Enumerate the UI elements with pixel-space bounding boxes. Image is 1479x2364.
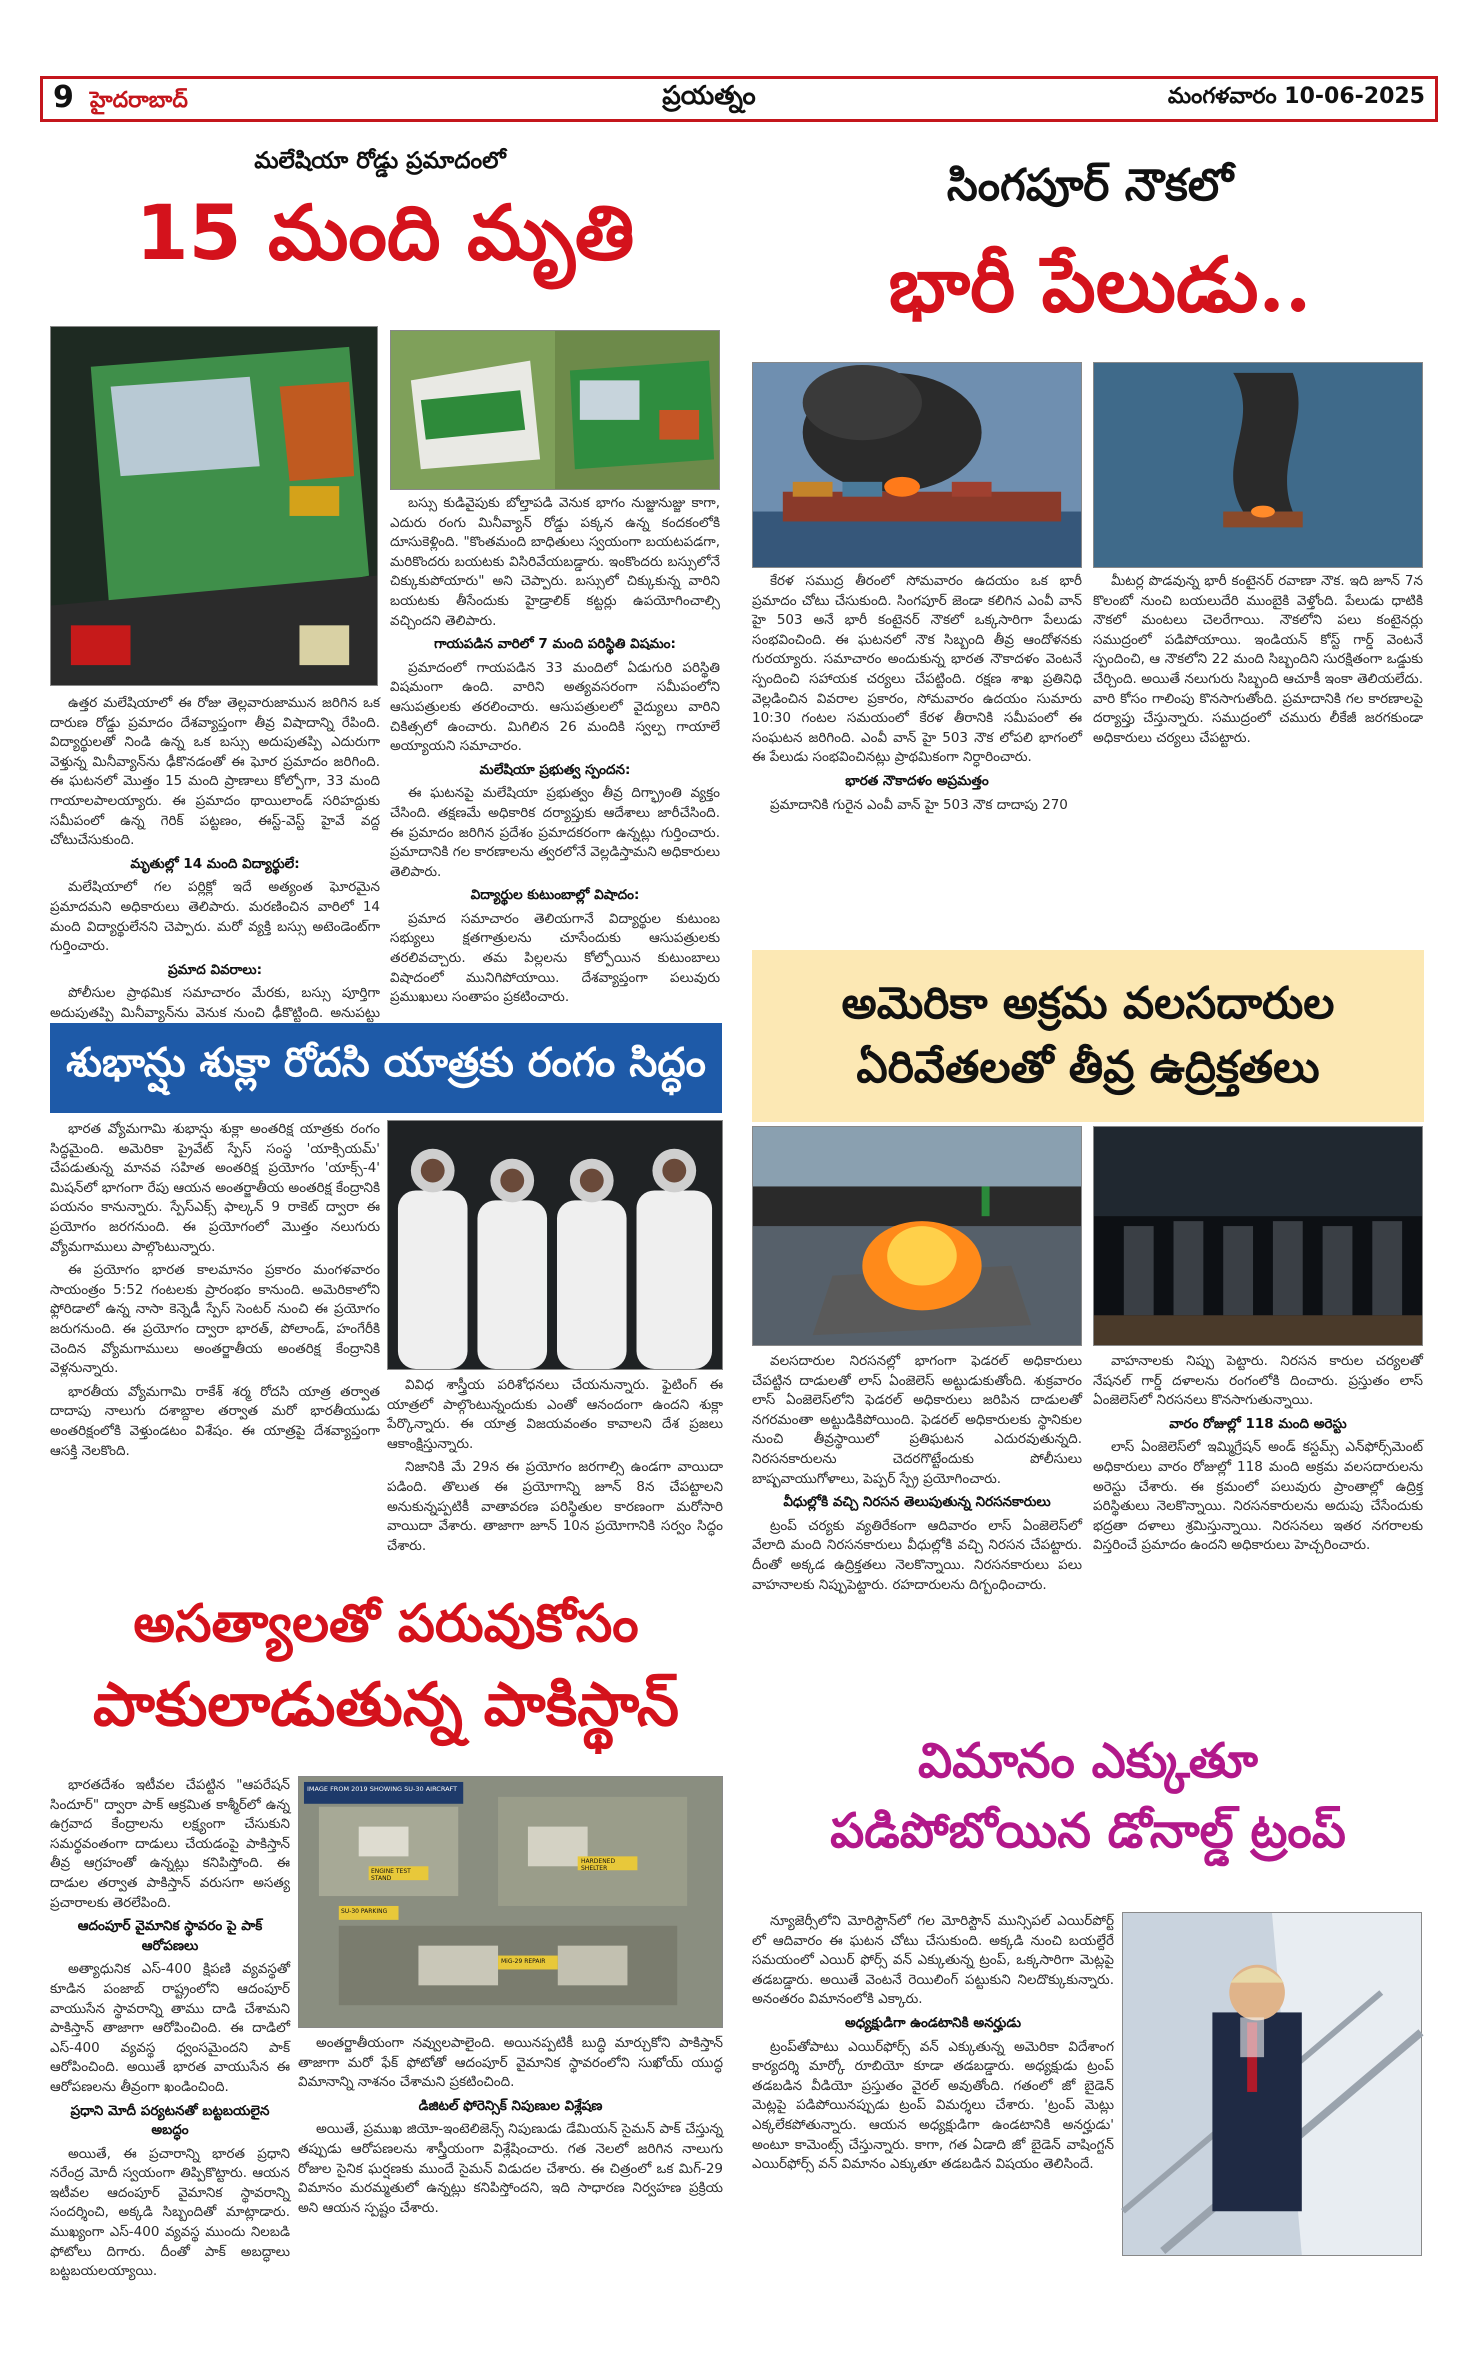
ship-fire-photo-2: [1093, 362, 1423, 568]
malaysia-paragraph: ఈ ఘటనపై మలేషియా ప్రభుత్వం తీవ్ర దిగ్భ్రాంతి వ్యక్తం చేసింది. తక్షణమే అధికారిక దర్యాప్తుకు ఆదేశాలు జారీచేసింది. ఈ ప్రమాదం జరిగిన ప్రదేశం ప్రమాదకరంగా ఉన్నట్లు గుర్తించారు. ప్రమాదానికి గల కారణాలను త్వరలోనే వెల్లడిస్తామని అధికారులు తెలిపారు.: [390, 785, 720, 880]
shubhanshu-paragraph: నిజానికి మే 29న ఈ ప్రయోగం జరగాల్సి ఉండగా వాయిదా పడింది. తొలుత ఈ ప్రయోగాన్ని జూన్ 8న చేపట్టాలని అనుకున్నప్పటికీ వాతావరణ పరిస్థితుల కారణంగా మరోసారి వాయిదా వేశారు. తాజాగా జూన్ 10న ప్రయోగానికి సర్వం సిద్ధం చేశారు.: [387, 1459, 723, 1554]
shubhanshu-paragraph: ఈ ప్రయోగం భారత కాలమానం ప్రకారం మంగళవారం సాయంత్రం 5:52 గంటలకు ప్రారంభం కానుంది. అమెరికాలోని ఫ్లోరిడాలో ఉన్న నాసా కెన్నెడీ స్పేస్ సెంటర్ నుంచి ఈ ప్రయోగం జరుగనుంది. ఈ ప్రయోగం ద్వారా భారత్, పోలాండ్, హంగేరీకి చెందిన వ్యోమగాములు అంతర్జాతీయ అంతరిక్ష కేంద్రానికి వెళ్లనున్నారు.: [50, 1262, 380, 1377]
malaysia-paragraph: ఉత్తర మలేషియాలో ఈ రోజు తెల్లవారుజామున జరిగిన ఒక దారుణ రోడ్డు ప్రమాదం దేశవ్యాప్తంగా తీవ్ర విషాదాన్ని రేపింది. విద్యార్థులతో నిండి ఉన్న ఒక బస్సు అదుపుతప్పి ఎదురుగా వెళ్తున్న మినీవ్యాన్‌ను ఢీకొనడంతో ఈ ఘోర ప్రమాదం జరిగింది. ఈ ఘటనలో మొత్తం 15 మంది ప్రాణాలు కోల్పోగా, 33 మంది గాయాలపాలయ్యారు. ఈ ప్రమాదం థాయిలాండ్ సరిహద్దుకు సమీపంలో ఉన్న గెరిక్ పట్టణం, ఈస్ట్-వెస్ట్ హైవే వద్ద చోటుచేసుకుంది.: [50, 695, 380, 849]
pakistan-paragraph: అత్యాధునిక ఎస్-400 క్షిపణి వ్యవస్థతో కూడిన పంజాబ్ రాష్ట్రంలోని ఆదంపూర్ వాయుసేన స్థావరాన్ని తాము దాడి చేశామని పాకిస్తాన్ తాజాగా ఆరోపించింది. ఈ దాడిలో ఎస్-400 వ్యవస్థ ధ్వంసమైందని పాక్ ఆరోపించింది. అయితే భారత వాయుసేన ఈ ఆరోపణలను తీవ్రంగా ఖండించింది.: [50, 1961, 290, 2095]
trump-headline-line-2: పడిపోబోయిన డోనాల్డ్ ట్రంప్: [830, 1803, 1346, 1859]
malaysia-paragraph: మలేషియాలో గల పర్లిక్లో ఇదే అత్యంత ఘోరమైన ప్రమాదమని అధికారులు తెలిపారు. మరణించిన వారిలో 14 మంది విద్యార్థులేనని చెప్పారు. మరో వ్యక్తి బస్సు అటెండెంట్‌గా గుర్తించారు.: [50, 879, 381, 955]
america-banner-line-2: ఏరివేతలతో తీవ్ర ఉద్రిక్తతలు: [856, 1042, 1320, 1093]
page-header: [40, 76, 1438, 122]
america-banner-line-1: అమెరికా అక్రమ వలసదారుల: [841, 978, 1335, 1029]
malaysia-kicker: మలేషియా రోడ్డు ప్రమాదంలో: [254, 148, 506, 174]
america-banner: [752, 950, 1424, 1122]
astronauts-photo: [387, 1120, 723, 1370]
trump-column-1: [752, 1912, 1114, 2256]
pakistan-subhead: ప్రధాని మోదీ పర్యటనతో బట్టబయలైన అబద్ధం: [70, 2102, 270, 2139]
pakistan-headline-line-2: పాకులాడుతున్న పాకిస్థాన్: [92, 1670, 680, 1740]
america-paragraph: లాస్ ఏంజెలెస్‌లో ఇమ్మిగ్రేషన్ అండ్ కస్టమ్స్ ఎన్‌ఫోర్స్‌మెంట్ అధికారులు వారం రోజుల్లో 118 మంది అక్రమ వలసదారులను అరెస్టు చేశారు. ఈ క్రమంలో పలువురు ప్రాంతాల్లో ఉద్రిక్త పరిస్థితులు నెలకొన్నాయి. నిరసనకారులను అదుపు చేసేందుకు భద్రతా దళాలు శ్రమిస్తున్నాయి. నిరసనలు ఇతర నగరాలకు విస్తరించే ప్రమాదం ఉందని అధికారులు హెచ్చరించారు.: [1093, 1439, 1423, 1554]
header-left: [43, 80, 343, 118]
shubhanshu-paragraph: వివిధ శాస్త్రీయ పరిశోధనలు చేయనున్నారు. ఫైటింగ్ ఈ యాత్రలో పాల్గొంటున్నందుకు ఎంతో ఆనందంగా ఉందని శుక్లా పేర్కొన్నారు. ఈ యాత్ర విజయవంతం కావాలని దేశ ప్రజలు ఆకాంక్షిస్తున్నారు.: [387, 1377, 723, 1452]
map-label: SU-30 PARKING: [341, 1908, 388, 1915]
malaysia-paragraph: ప్రమాద సమాచారం తెలియగానే విద్యార్థుల కుటుంబ సభ్యులు క్షతగాత్రులను చూసేందుకు ఆసుపత్రులకు తరలివచ్చారు. తమ పిల్లలను కోల్పోయిన కుటుంబాలు విషాదంలో మునిగిపోయాయి. దేశవ్యాప్తంగా పలువురు ప్రముఖులు సంతాపం ప్రకటించారు.: [390, 910, 720, 1006]
singapore-paragraph: ప్రమాదానికి గురైన ఎంవీ వాన్ హై 503 నౌక దాదాపు 270: [770, 796, 1068, 813]
map-caption: IMAGE FROM 2019 SHOWING SU-30 AIRCRAFT: [307, 1785, 458, 1793]
malaysia-subhead: గాయపడిన వారిలో 7 మంది పరిస్థితి విషమం:: [434, 636, 676, 653]
america-paragraph: ట్రంప్ చర్యకు వ్యతిరేకంగా ఆదివారం లాస్ ఏంజెలెస్‌లో వేలాది మంది నిరసనకారులు వీధుల్లోకి వచ్చి నిరసన చేపట్టారు. దీంతో అక్కడ ఉద్రిక్తతలు నెలకొన్నాయి. నిరసనకారులు పలు వాహనాలకు నిప్పుపెట్టారు. రహదారులను దిగ్బంధించారు.: [752, 1517, 1082, 1593]
trump-subhead: అధ్యక్షుడిగా ఉండటానికి అనర్హుడు: [844, 2014, 1022, 2031]
shubhanshu-banner: శుభాన్షు శుక్లా రోదసి యాత్రకు రంగం సిద్ధం: [50, 1023, 722, 1113]
map-label: ENGINE TEST STAND: [371, 1868, 411, 1882]
map-label: HARDENED SHELTER: [581, 1858, 616, 1872]
malaysia-paragraph: ప్రమాదంలో గాయపడిన 33 మందిలో ఏడుగురి పరిస్థితి విషమంగా ఉంది. వారిని అత్యవసరంగా సమీపంలోని ఆసుపత్రులకు తరలించారు. ఆసుపత్రులలో వైద్యులు వారిని చికిత్సలో ఉంచారు. మిగిలిన 26 మందికి స్వల్ప గాయాలే అయ్యాయని సమాచారం.: [390, 659, 720, 755]
malaysia-paragraph: బస్సు కుడివైపుకు బోల్తాపడి వెనుక భాగం నుజ్జునుజ్జు కాగా, ఎదురు రంగు మినీవ్యాన్ రోడ్డు పక్కన ఉన్న కందకంలోకి దూసుకెళ్లింది. "కొంతమంది బాధితులు స్వయంగా బయటపడగా, మరికొందరు బయటకు విసిరివేయబడ్డారు. ఇంకొందరు బస్సులోనే చిక్కుకుపోయారు" అని చెప్పారు. బస్సులో చిక్కుకున్న వారిని బయటకు తీసేందుకు హైడ్రాలిక్ కట్టర్లు ఉపయోగించాల్సి వచ్చిందని తెలిపారు.: [390, 495, 720, 629]
singapore-column-2: [1093, 572, 1423, 927]
pakistan-subhead: ఆదంపూర్ వైమానిక స్థావరం పై పాక్ ఆరోపణలు: [77, 1918, 263, 1954]
malaysia-subhead: మలేషియా ప్రభుత్వ స్పందన:: [479, 761, 631, 778]
malaysia-column-2: [390, 494, 720, 1006]
pakistan-column-1: [50, 1776, 290, 2280]
bus-wreck-photos: [390, 330, 720, 490]
city-name: హైదరాబాద్: [89, 88, 188, 113]
trump-paragraph: ట్రంప్‌తోపాటు ఎయిర్‌ఫోర్స్ వన్ ఎక్కుతున్న అమెరికా విదేశాంగ కార్యదర్శి మార్కో రూబియో కూడా తడబడ్డారు. అధ్యక్షుడు ట్రంప్ తడబడిన వీడియో ప్రస్తుతం వైరల్ అవుతోంది. గతంలో జో బైడెన్ మెట్లపై పడిపోయినప్పుడు ట్రంప్ విమర్శలు చేశారు. 'ట్రంప్ మెట్లు ఎక్కలేకపోతున్నారు. ఆయన అధ్యక్షుడిగా ఉండటానికి అనర్హుడు' అంటూ కామెంట్స్ చేస్తున్నారు. కాగా, గత ఏడాది జో బైడెన్ వాషింగ్టన్ ఎయిర్‌ఫోర్స్ వన్ విమానం ఎక్కుతూ తడబడిన విషయం తెలిసిందే.: [752, 2038, 1114, 2173]
trump-paragraph: న్యూజెర్సీలోని మోరిస్టౌన్‌లో గల మోరిస్టౌన్ మున్సిపల్ ఎయిర్‌పోర్ట్ లో ఆదివారం ఈ ఘటన చోటు చేసుకుంది. అక్కడి నుంచి బయల్దేరే సమయంలో ఎయిర్ ఫోర్స్ వన్ ఎక్కుతున్న ట్రంప్, ఒక్కసారిగా మెట్లపై తడబడ్డారు. అయితే వెంటనే రెయిలింగ్ పట్టుకుని నిలదొక్కుకున్నారు. అనంతరం విమానంలోకి ఎక్కారు.: [752, 1913, 1114, 2008]
malaysia-subhead: మృతుల్లో 14 మంది విద్యార్థులే:: [130, 855, 300, 872]
america-column-1: [752, 1352, 1082, 1698]
shubhanshu-paragraph: భారత వ్యోమగామి శుభాన్షు శుక్లా అంతరిక్ష యాత్రకు రంగం సిద్ధమైంది. అమెరికా ప్రైవేట్ స్పేస్ సంస్థ 'యాక్సియమ్' చేపడుతున్న మానవ సహిత అంతరిక్ష ప్రయోగం 'యాక్స్-4' మిషన్‌లో భాగంగా రేపు ఆయన అంతర్జాతీయ అంతరిక్ష కేంద్రానికి పయనం కానున్నారు. స్పేస్‌ఎక్స్ ఫాల్కన్ 9 రాకెట్ ద్వారా ఈ ప్రయోగం జరగనుంది. ఈ ప్రయోగంలో మొత్తం నలుగురు వ్యోమగాములు పాల్గొంటున్నారు.: [50, 1121, 380, 1255]
shubhanshu-paragraph: భారతీయ వ్యోమగామి రాకేశ్ శర్మ రోదసి యాత్ర తర్వాత దాదాపు నాలుగు దశాబ్దాల తర్వాత మరో భారతీయుడు అంతరిక్షంలోకి వెళ్తుండటం విశేషం. ఈ యాత్రపై దేశవ్యాప్తంగా ఆసక్తి నెలకొంది.: [50, 1383, 380, 1459]
map-label: MiG-29 REPAIR: [501, 1958, 546, 1965]
malaysia-subhead: విద్యార్థుల కుటుంబాల్లో విషాదం:: [470, 887, 640, 904]
masthead: ప్రయత్నం: [662, 81, 756, 111]
pakistan-paragraph: భారతదేశం ఇటీవల చేపట్టిన "ఆపరేషన్ సిందూర్" ద్వారా పాక్ ఆక్రమిత కాశ్మీర్‌లో ఉన్న ఉగ్రవాద కేంద్రాలను లక్ష్యంగా చేసుకుని సమర్థవంతంగా దాడులు చేయడంపై పాకిస్తాన్ తీవ్ర ఆగ్రహంతో ఉన్నట్లు కనిపిస్తోంది. ఈ దాడుల తర్వాత పాకిస్తాన్ వరుసగా అసత్య ప్రచారాలకు తెరలేపింది.: [50, 1777, 290, 1911]
protest-car-fire-photo: [752, 1126, 1082, 1346]
pakistan-subhead: డిజిటల్ ఫోరెన్సిక్ నిపుణుల విశ్లేషణ: [418, 2097, 603, 2114]
police-line-photo: [1093, 1126, 1423, 1346]
malaysia-subhead: ప్రమాద వివరాలు:: [168, 961, 262, 978]
issue-date: మంగళవారం 10-06-2025: [1167, 84, 1425, 109]
america-column-2: [1093, 1352, 1423, 1698]
ship-fire-photo-1: [752, 362, 1082, 568]
satellite-image: [298, 1776, 723, 2028]
pakistan-paragraph: అయితే, ఈ ప్రచారాన్ని భారత ప్రధాని నరేంద్ర మోదీ స్వయంగా తిప్పికొట్టారు. ఆయన ఇటీవల ఆదంపూర్ వైమానిక స్థావరాన్ని సందర్శించి, అక్కడి సిబ్బందితో మాట్లాడారు. ముఖ్యంగా ఎస్-400 వ్యవస్థ ముందు నిలబడి ఫోటోలు దిగారు. దీంతో పాక్ అబద్ధాలు బట్టబయలయ్యాయి.: [50, 2145, 290, 2280]
pakistan-headline-line-1: అసత్యాలతో పరువుకోసం: [133, 1594, 639, 1654]
page-number: 9: [53, 80, 74, 115]
pakistan-paragraph: అంతర్జాతీయంగా నవ్వులపాలైంది. అయినప్పటికీ బుద్ధి మార్చుకోని పాకిస్తాన్ తాజాగా మరో ఫేక్ ఫోటోతో ఆదంపూర్ వైమానిక స్థావరంలోని సుఖోయ్ యుద్ధ విమానాన్ని నాశనం చేశామని ప్రకటించింది.: [298, 2035, 723, 2091]
pakistan-column-2: [298, 2034, 723, 2256]
singapore-headline: భారీ పేలుడు..: [888, 240, 1312, 329]
singapore-paragraph: కేరళ సముద్ర తీరంలో సోమవారం ఉదయం ఒక భారీ ప్రమాదం చోటు చేసుకుంది. సింగపూర్ జెండా కలిగిన ఎంవీ వాన్ హై 503 అనే భారీ కంటైనర్ నౌకలో ఒక్కసారిగా పేలుడు సంభవించింది. ఈ ఘటనలో నౌక సిబ్బంది తీవ్ర ఆందోళనకు గురయ్యారు. సమాచారం అందుకున్న భారత నౌకాదళం వెంటనే స్పందించి సహాయక చర్యలు చేపట్టింది. రక్షణ శాఖ ప్రతినిధి వెల్లడించిన వివరాల ప్రకారం, సోమవారం ఉదయం సుమారు 10:30 గంటల సమయంలో కేరళ తీరానికి సమీపంలో ఈ సంఘటన జరిగింది. ఎంవీ వాన్ హై 503 నౌక లోపలి భాగంలో ఈ పేలుడు సంభవించినట్లు ప్రాథమికంగా నిర్ధారించారు.: [752, 573, 1082, 766]
singapore-kicker: సింగపూర్ నౌకలో: [946, 160, 1234, 211]
malaysia-headline: 15 మంది మృతి: [135, 188, 635, 277]
shubhanshu-column-2: [387, 1376, 723, 1566]
trump-stairs-photo: [1122, 1912, 1422, 2256]
singapore-subhead: భారత నౌకాదళం అప్రమత్తం: [845, 772, 989, 789]
america-subhead: వీధుల్లోకి వచ్చి నిరసన తెలుపుతున్న నిరసనకారులు: [783, 1494, 1051, 1511]
america-paragraph: వాహనాలకు నిప్పు పెట్టారు. నిరసన కారుల చర్యలతో నేషనల్ గార్డ్ దళాలను రంగంలోకి దించారు. ప్రస్తుతం లాస్ ఏంజెలెస్‌లో నిరసనలు కొనసాగుతున్నాయి.: [1093, 1353, 1423, 1409]
trump-headline-line-1: విమానం ఎక్కుతూ: [918, 1733, 1258, 1789]
singapore-paragraph: మీటర్ల పొడవున్న భారీ కంటైనర్ రవాణా నౌక. ఇది జూన్ 7న కొలంబో నుంచి బయలుదేరి ముంబైకి వెళ్తోంది. పేలుడు ధాటికి నౌకలో మంటలు చెలరేగాయి. నౌకలోని పలు కంటైనర్లు సముద్రంలో పడిపోయాయి. ఇండియన్ కోస్ట్ గార్డ్ వెంటనే స్పందించి, ఆ నౌకలోని 22 మంది సిబ్బందిని సురక్షితంగా ఒడ్డుకు చేర్చింది. అయితే నలుగురు సిబ్బంది ఆచూకీ ఇంకా తెలియలేదు. వారి కోసం గాలింపు కొనసాగుతోంది. ప్రమాదానికి గల కారణాలపై దర్యాప్తు చేస్తున్నారు. సముద్రంలో చమురు లీకేజీ జరగకుండా అధికారులు చర్యలు చేపట్టారు.: [1093, 573, 1423, 746]
america-paragraph: వలసదారుల నిరసనల్లో భాగంగా ఫెడరల్ అధికారులు చేపట్టిన దాడులతో లాస్ ఏంజెలెస్ అట్టుడుకుతోంది. శుక్రవారం లాస్ ఏంజెలెస్‌లోని ఫెడరల్ అధికారులు జరిపిన దాడులతో నగరమంతా అట్టుడికిపోయింది. ఫెడరల్ అధికారులకు స్థానికుల నుంచి తీవ్రస్థాయిలో ప్రతిఘటన ఎదురవుతున్నది. నిరసనకారులను చెదరగొట్టేందుకు పోలీసులు బాష్పవాయుగోళాలు, పెప్పర్ స్ప్రే ప్రయోగించారు.: [752, 1353, 1082, 1487]
bus-crash-photo: [50, 326, 378, 686]
singapore-column-1: [752, 572, 1082, 927]
malaysia-paragraph: పోలీసుల ప్రాథమిక సమాచారం మేరకు, బస్సు పూర్తిగా అదుపుతప్పి మినీవ్యాన్‌ను వెనుక నుంచి ఢీకొట్టింది. అనుపట్టు: [50, 985, 380, 1021]
america-subhead: వారం రోజుల్లో 118 మంది అరెస్టు: [1169, 1415, 1347, 1432]
pakistan-paragraph: అయితే, ప్రముఖ జియో-ఇంటెలిజెన్స్ నిపుణుడు డేమియన్ సైమన్ పాక్ చేస్తున్న తప్పుడు ఆరోపణలను శాస్త్రీయంగా విశ్లేషించారు. గత నెలలో జరిగిన నాలుగు రోజుల సైనిక ఘర్షణకు ముందే సైమన్ విడుదల చేశారు. ఈ చిత్రంలో ఒక మిగ్-29 విమానం మరమ్మతులో ఉన్నట్లు కనిపిస్తోందని, ఇది సాధారణ నిర్వహణ ప్రక్రియ అని ఆయన స్పష్టం చేశారు.: [298, 2121, 723, 2216]
shubhanshu-column-1: [50, 1120, 380, 1566]
